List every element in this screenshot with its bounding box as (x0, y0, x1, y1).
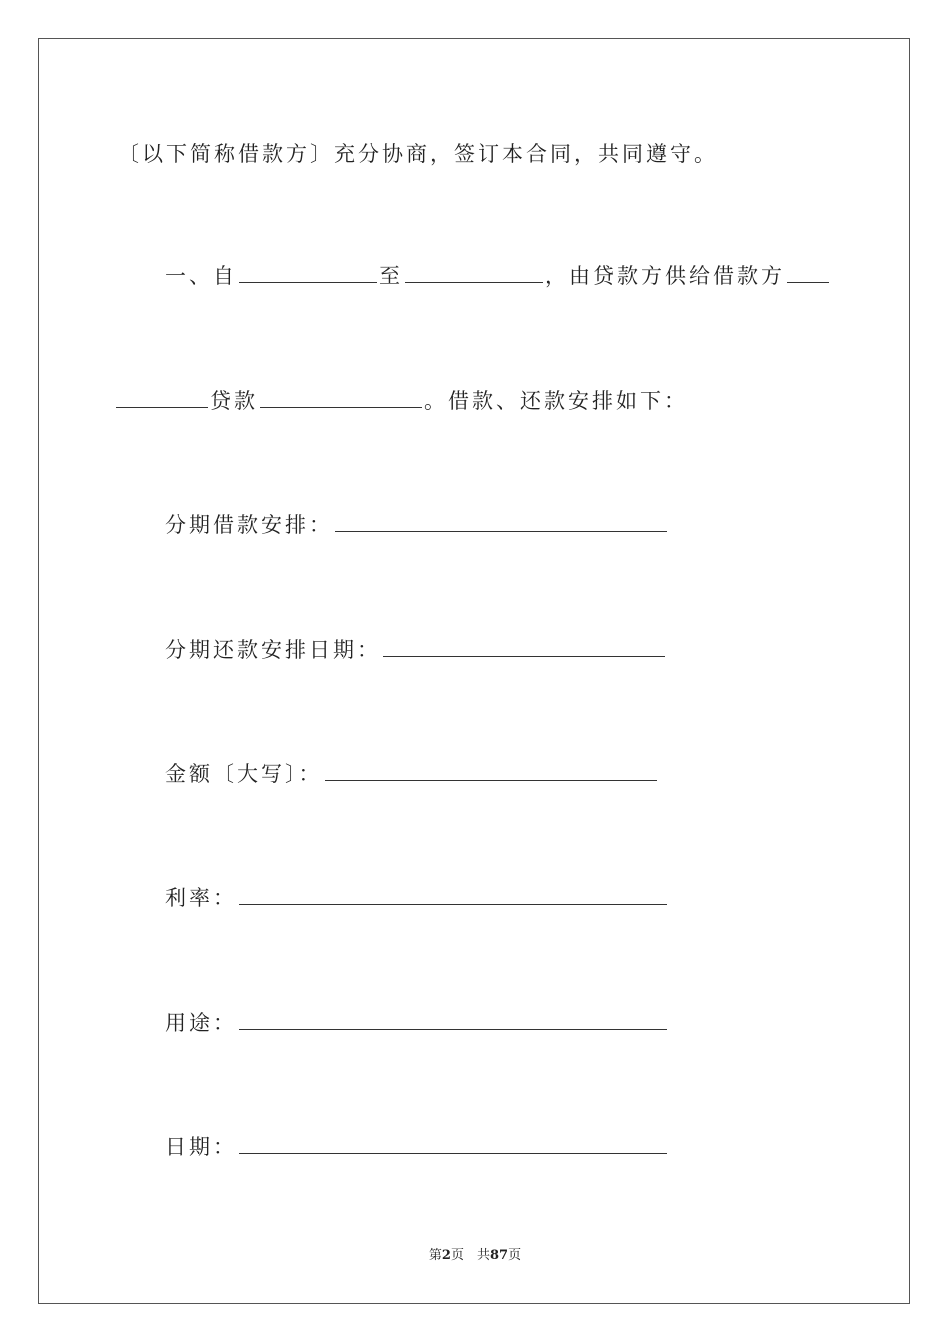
page-footer (0, 1247, 950, 1265)
clause-1-to: 至 (379, 264, 403, 288)
installment-loan-blank[interactable] (335, 511, 667, 532)
loan-amount-blank[interactable] (260, 387, 422, 408)
current-page-number: 2 (441, 1248, 451, 1263)
loan-type-blank[interactable] (116, 387, 208, 408)
amount-label: 金额〔大写〕： (165, 762, 323, 786)
installment-loan-line (165, 511, 669, 539)
clause-1-suffix: ，由贷款方供给借款方 (545, 264, 785, 288)
purpose-label: 用途： (165, 1011, 237, 1035)
intro-text: 〔以下简称借款方〕充分协商，签订本合同，共同遵守。 (118, 142, 718, 166)
amount-line (165, 760, 659, 788)
date-line (165, 1133, 669, 1161)
purpose-line (165, 1009, 669, 1037)
clause-1-prefix: 一、自 (165, 264, 237, 288)
end-date-blank[interactable] (405, 262, 543, 283)
start-date-blank[interactable] (239, 262, 377, 283)
installment-repay-line (165, 636, 667, 664)
rate-label: 利率： (165, 886, 237, 910)
amount-blank[interactable] (325, 760, 657, 781)
date-label: 日期： (165, 1135, 237, 1159)
page-border (38, 38, 910, 1304)
installment-repay-label: 分期还款安排日期： (165, 638, 381, 662)
installment-loan-label: 分期借款安排： (165, 513, 333, 537)
loan-label: 贷款 (210, 389, 258, 413)
rate-blank[interactable] (239, 884, 667, 905)
purpose-blank[interactable] (239, 1009, 667, 1030)
borrower-blank[interactable] (787, 262, 829, 283)
installment-repay-blank[interactable] (383, 636, 665, 657)
date-blank[interactable] (239, 1133, 667, 1154)
footer-prefix: 第 (428, 1248, 442, 1263)
clause-1-line (165, 262, 831, 290)
clause-1b-line (116, 387, 688, 415)
clause-1b-tail: 。借款、还款安排如下： (424, 389, 688, 413)
intro-line (118, 140, 718, 168)
total-page-number: 87 (489, 1248, 509, 1263)
rate-line (165, 884, 669, 912)
footer-mid: 页 共 (450, 1248, 490, 1263)
footer-suffix: 页 (508, 1248, 522, 1263)
